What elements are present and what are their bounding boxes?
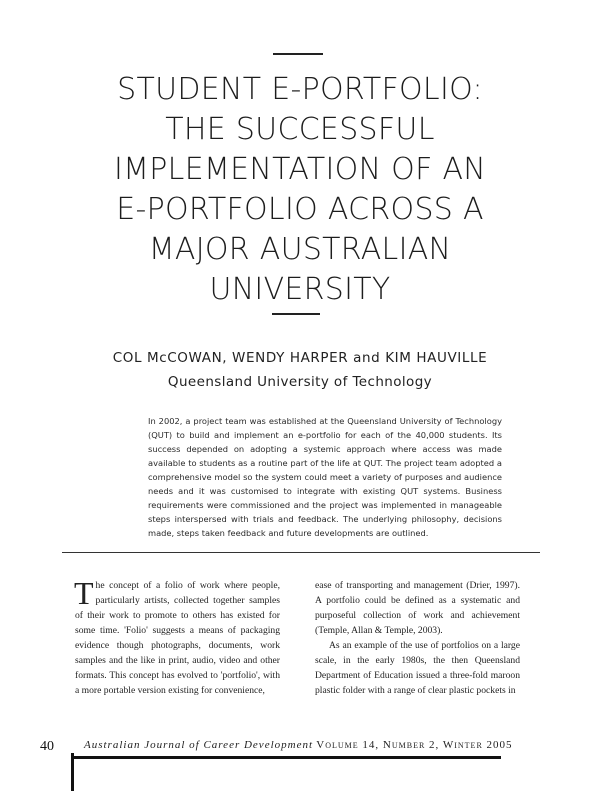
title-line: UNIVERSITY <box>209 272 391 307</box>
body-text: he concept of a folio of work where people, particularly artists, collected together samples of their work to promote to others has existed for some time. 'Folio' suggests a means of packaging evidence though photographs, documents, work samples and the like in print, audio, video and other formats. This concept has evolved to 'portfolio', with a more portable version existing for convenience, <box>75 580 280 696</box>
footer-rule <box>71 756 501 759</box>
abstract: In 2002, a project team was established at the Queensland University of Technology (QUT) to build and implement an e-portfolio for each of the 40,000 students. Its success depended on adopting a systemic approach where access was made available to students as a routine part of the life at QUT. The project team adopted a comprehensive model so the system could meet a variety of purposes and audience needs and it was customised to integrate with existing QUT systems. Business requirements were commissioned and the project was implemented in manageable steps interspersed with trials and feedback. The underlying philosophy, decisions made, steps taken feedback and future developments are outlined. <box>148 416 502 538</box>
title-rule-bottom <box>272 313 320 315</box>
volume-info: Volume 14, Number 2, Winter 2005 <box>316 739 513 751</box>
authors: COL McCOWAN, WENDY HARPER and KIM HAUVILLE <box>112 350 488 366</box>
affiliation: Queensland University of Technology <box>167 374 433 390</box>
title-line: THE SUCCESSFUL <box>165 112 435 147</box>
page-number: 40 <box>40 739 54 754</box>
body-paragraph: ease of transporting and management (Drier, 1997). A portfolio could be defined as a systematic and purposeful collection of work and achievement (Temple, Allan & Temple, 2003). <box>315 580 520 636</box>
body-column-right <box>315 578 520 698</box>
title-line: MAJOR AUSTRALIAN <box>148 232 452 267</box>
title-line: STUDENT E-PORTFOLIO: <box>117 72 483 107</box>
body-column-left <box>74 575 280 698</box>
journal-name: Australian Journal of Career Development <box>84 739 314 751</box>
running-footer <box>84 739 513 751</box>
title-line: E-PORTFOLIO ACROSS A <box>116 192 484 227</box>
title-rule-top <box>273 53 323 55</box>
section-divider <box>62 552 540 553</box>
drop-cap: T <box>74 575 94 611</box>
article-title <box>60 70 540 310</box>
body-paragraph: As an example of the use of portfolios on a large scale, in the early 1980s, the then Queensland Department of Education issued a three-fold maroon plastic folder with a range of clear plastic pockets in <box>315 640 520 696</box>
body-paragraph <box>74 575 280 698</box>
title-line: IMPLEMENTATION OF AN <box>113 152 487 187</box>
